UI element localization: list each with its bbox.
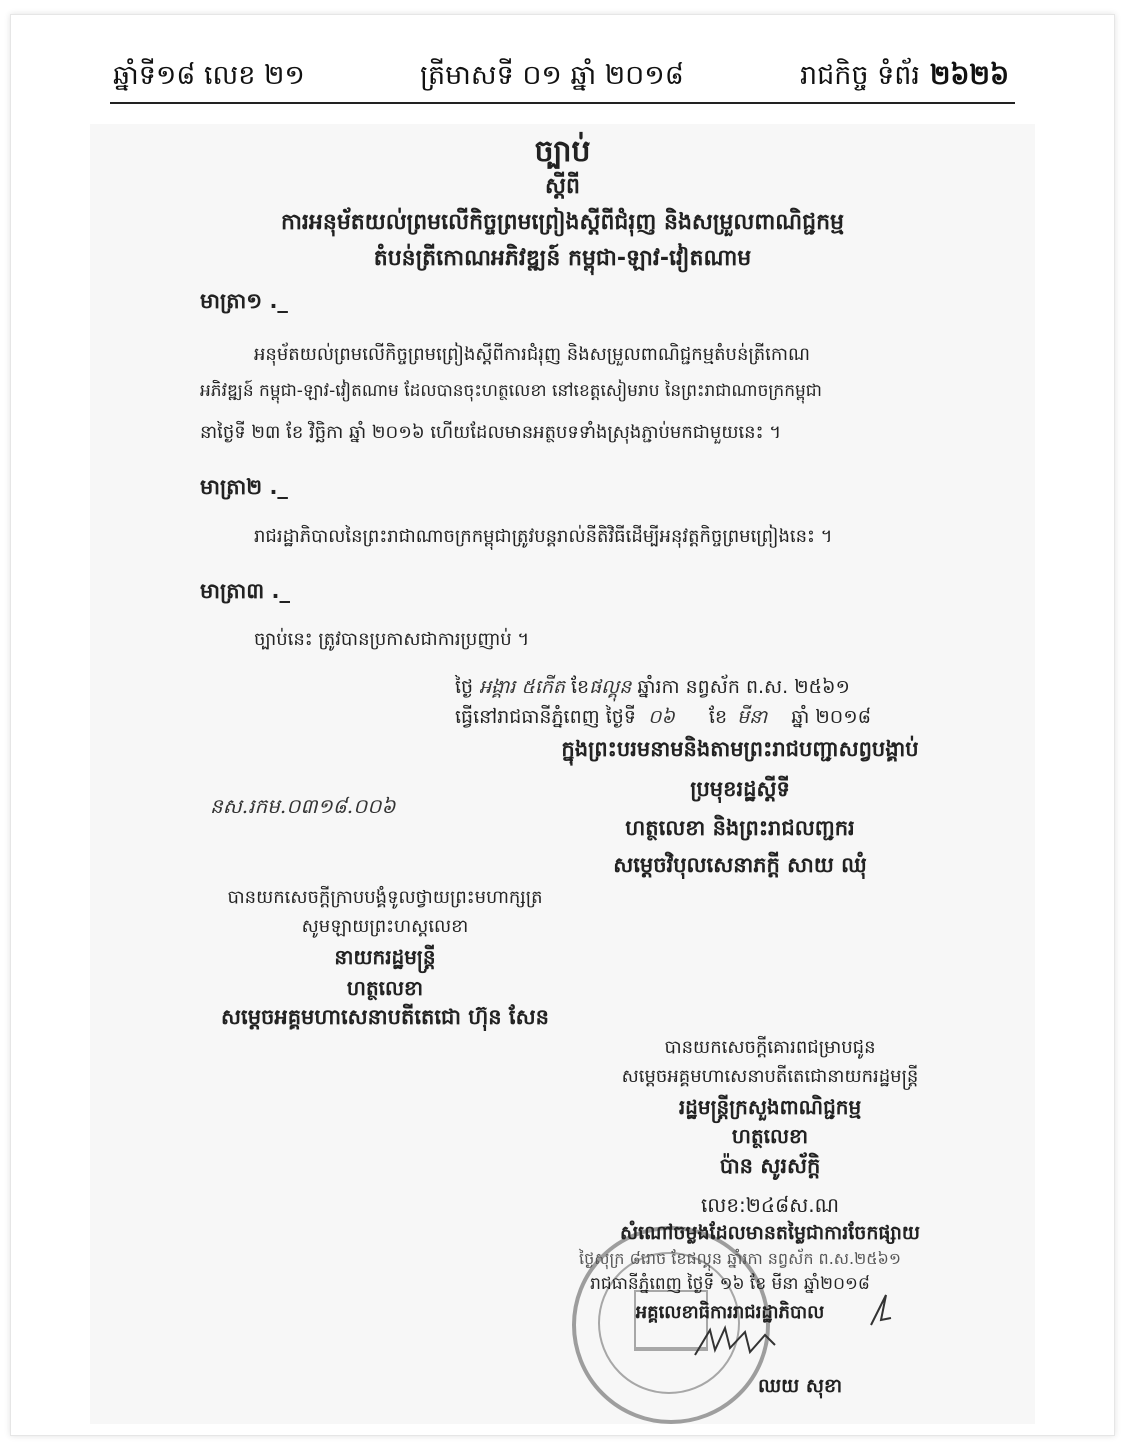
pm-line2: សូមឡាយព្រះហស្តលេខា — [301, 916, 469, 937]
royal-line3: ហត្ថលេខា និងព្រះរាជលញ្ជករ — [625, 816, 855, 840]
article3-heading: មាត្រា៣ ._ — [200, 579, 290, 603]
doc-subject-line1: ការអនុម័តយល់ព្រមលើកិច្ចព្រមព្រៀងស្តីពីជំរុញ និងសម្រួលពាណិជ្ជកម្ម — [280, 210, 845, 235]
article1-line1: អនុម័តយល់ព្រមលើកិច្ចព្រមព្រៀងស្តីពីការជំរុញ និងសម្រួលពាណិជ្ជកម្មតំបន់ត្រីកោណ — [254, 344, 811, 365]
article2-heading: មាត្រា២ ._ — [200, 475, 288, 499]
lunar-month-prefix: ខែ — [571, 676, 590, 698]
royal-line1: ក្នុងព្រះបរមនាមនិងតាមព្រះរាជបញ្ជាសព្វបង្គាប់ — [561, 737, 919, 761]
minister-line5: ប៉ាន សូរស័ក្តិ — [719, 1154, 821, 1178]
solar-handwritten-month: មីនា — [737, 706, 768, 728]
law-reference-number: នស.រកម.០៣១៨.០០៦ — [210, 794, 396, 818]
cert-line3: រាជធានីភ្នំពេញ ថ្ងៃទី ១៦ ខែ មីនា ឆ្នាំ២០១៨ — [590, 1274, 870, 1294]
secretary-general-signature — [690, 1320, 780, 1370]
cert-line4: អគ្គលេខាធិការរាជរដ្ឋាភិបាល — [635, 1302, 825, 1323]
header-quarter: ត្រីមាសទី ០១ ឆ្នាំ ២០១៨ — [420, 60, 684, 91]
solar-suffix: ឆ្នាំ ២០១៨ — [791, 706, 872, 728]
solar-date-line — [455, 705, 871, 733]
minister-line1: បានយកសេចក្តីគោរពជម្រាបជូន — [664, 1037, 876, 1058]
royal-line2: ប្រមុខរដ្ឋស្តីទី — [690, 777, 790, 801]
cert-line2: ថ្ងៃសុក្រ ៨រោច ខែផល្គុន ឆ្នាំរកា នព្វស័ក ព.ស.២៥៦១ — [578, 1249, 901, 1268]
minister-line2: សម្តេចអគ្គមហាសេនាបតីតេជោនាយករដ្ឋមន្ត្រី — [621, 1066, 919, 1087]
royal-line4: សម្តេចវិបុលសេនាភក្តី សាយ ឈុំ — [613, 853, 867, 877]
lunar-handwritten-day: អង្គារ ៥កើត — [479, 676, 565, 698]
pm-line1: បានយកសេចក្តីក្រាបបង្គំទូលថ្វាយព្រះមហាក្សត្រ — [227, 887, 543, 908]
header-rule — [110, 102, 1015, 104]
cert-number: លេខ:២៤៨ស.ណ — [700, 1193, 840, 1217]
gazette-header — [0, 58, 1125, 98]
minister-line3: រដ្ឋមន្ត្រីក្រសួងពាណិជ្ជកម្ម — [678, 1095, 862, 1119]
article2-line1: រាជរដ្ឋាភិបាលនៃព្រះរាជាណាចក្រកម្ពុជាត្រូវបន្តរាល់នីតិវិធីដើម្បីអនុវត្តកិច្ចព្រមព្រៀងនេះ ។ — [254, 526, 833, 547]
solar-handwritten-day: ០៦ — [647, 706, 675, 728]
lunar-date-line — [455, 675, 850, 703]
article1-line3: នាថ្ងៃទី ២៣ ខែ វិច្ឆិកា ឆ្នាំ ២០១៦ ហើយដែលមានអត្ថបទទាំងស្រុងភ្ជាប់មកជាមួយនេះ ។ — [200, 422, 782, 443]
lunar-prefix: ថ្ងៃ — [455, 676, 474, 698]
doc-title-law: ច្បាប់ — [534, 134, 591, 169]
cert-line1: សំណៅចម្លងដែលមានតម្លៃជាការចែកផ្សាយ — [620, 1222, 920, 1244]
solar-month-prefix: ខែ — [708, 706, 728, 728]
solar-prefix: ធ្វើនៅរាជធានីភ្នំពេញ ថ្ងៃទី — [455, 706, 636, 728]
lunar-handwritten-month: ផល្គុន — [589, 676, 632, 698]
doc-subject-line2: តំបន់ត្រីកោណអភិវឌ្ឍន៍ កម្ពុជា-ឡាវ-វៀតណាម — [373, 246, 752, 271]
article1-line2: អភិវឌ្ឍន៍ កម្ពុជា-ឡាវ-វៀតណាម ដែលបានចុះហត្ថលេខា នៅខេត្តសៀមរាប នៃព្រះរាជាណាចក្រកម្ពុជា — [200, 381, 822, 401]
pm-line5: សម្តេចអគ្គមហាសេនាបតីតេជោ ហ៊ុន សែន — [221, 1005, 549, 1029]
pm-line3: នាយករដ្ឋមន្ត្រី — [334, 945, 436, 969]
article1-heading: មាត្រា១ ._ — [200, 289, 288, 313]
cert-line5: ឈយ សុខា — [757, 1375, 843, 1397]
pm-line4: ហត្ថលេខា — [346, 976, 424, 1000]
article3-line1: ច្បាប់នេះ ត្រូវបានប្រកាសជាការប្រញាប់ ។ — [254, 629, 530, 650]
cert-initial-mark — [866, 1290, 896, 1330]
minister-line4: ហត្ថលេខា — [731, 1124, 809, 1148]
lunar-suffix: ឆ្នាំរកា នព្វស័ក ព.ស. ២៥៦១ — [637, 676, 850, 698]
doc-title-concerning: ស្តីពី — [545, 174, 580, 199]
header-page-number: ២៦២៦ — [930, 60, 1010, 91]
header-issue: ឆ្នាំទី១៨ លេខ ២១ — [113, 60, 305, 91]
header-page-label: រាជកិច្ច ទំព័រ — [800, 60, 920, 91]
